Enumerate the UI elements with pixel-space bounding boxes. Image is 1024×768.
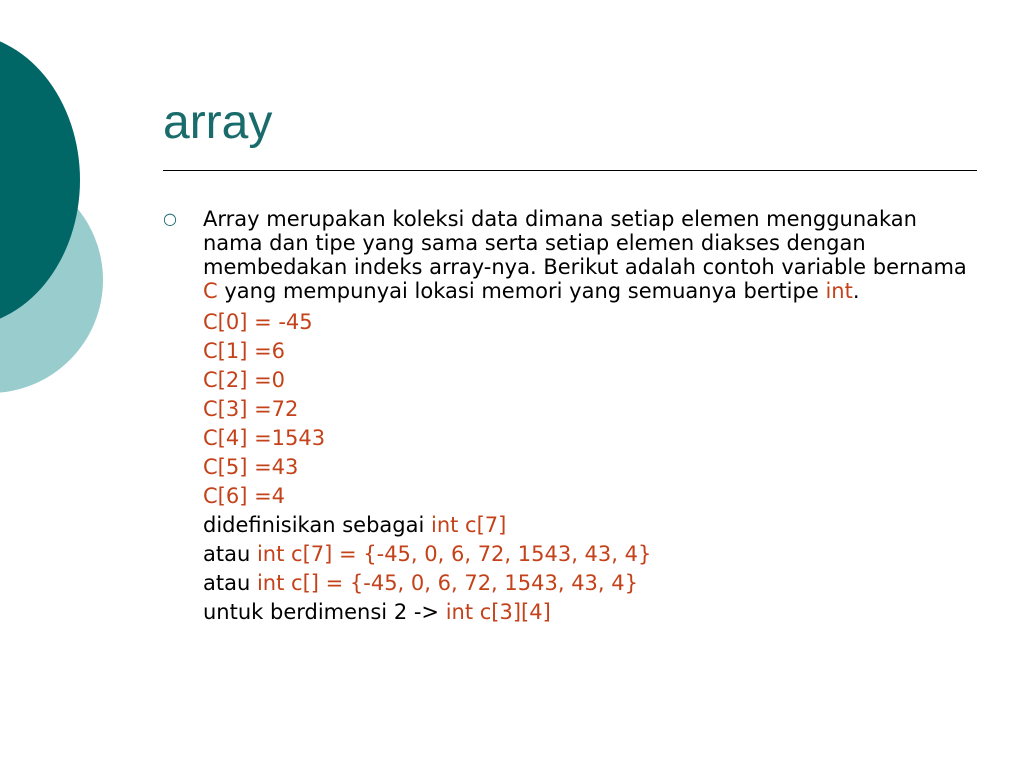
- declaration-line: [203, 598, 973, 627]
- array-value-line: C[6] =4: [203, 484, 286, 508]
- declaration-code: int c[7]: [430, 513, 507, 537]
- slide-title: array: [163, 96, 273, 149]
- array-value-line: C[4] =1543: [203, 426, 326, 450]
- array-value-line: C[3] =72: [203, 397, 299, 421]
- declaration-prefix: untuk berdimensi 2 ->: [203, 600, 446, 624]
- slide-body: [203, 207, 973, 627]
- array-value-line: C[1] =6: [203, 339, 286, 363]
- decorative-circles: [0, 0, 110, 410]
- declaration-code: int c[] = {-45, 0, 6, 72, 1543, 43, 4}: [256, 571, 638, 595]
- declaration-prefix: didefinisikan sebagai: [203, 513, 431, 537]
- declaration-code: int c[3][4]: [445, 600, 551, 624]
- intro-text-b: yang mempunyai lokasi memori yang semuanya bertipe: [217, 279, 826, 303]
- array-value-line: C[2] =0: [203, 368, 286, 392]
- intro-text-a: Array merupakan koleksi data dimana setiap elemen menggunakan nama dan tipe yang sama serta setiap elemen diakses dengan membedakan indeks array-nya. Berikut adalah contoh variable bernama: [203, 207, 967, 279]
- hollow-circle-bullet-icon: ○: [163, 209, 177, 228]
- type-name: int: [825, 279, 853, 303]
- array-value-line: C[0] = -45: [203, 310, 313, 334]
- intro-text-c: .: [852, 279, 860, 303]
- title-divider: [163, 170, 977, 171]
- intro-paragraph: [203, 207, 973, 303]
- declaration-prefix: atau: [203, 542, 257, 566]
- declaration-prefix: atau: [203, 571, 257, 595]
- declaration-line: [203, 569, 973, 598]
- variable-name: C: [203, 279, 218, 303]
- declaration-line: [203, 540, 973, 569]
- array-value-line: C[5] =43: [203, 455, 299, 479]
- declaration-code: int c[7] = {-45, 0, 6, 72, 1543, 43, 4}: [256, 542, 652, 566]
- declaration-line: [203, 511, 973, 540]
